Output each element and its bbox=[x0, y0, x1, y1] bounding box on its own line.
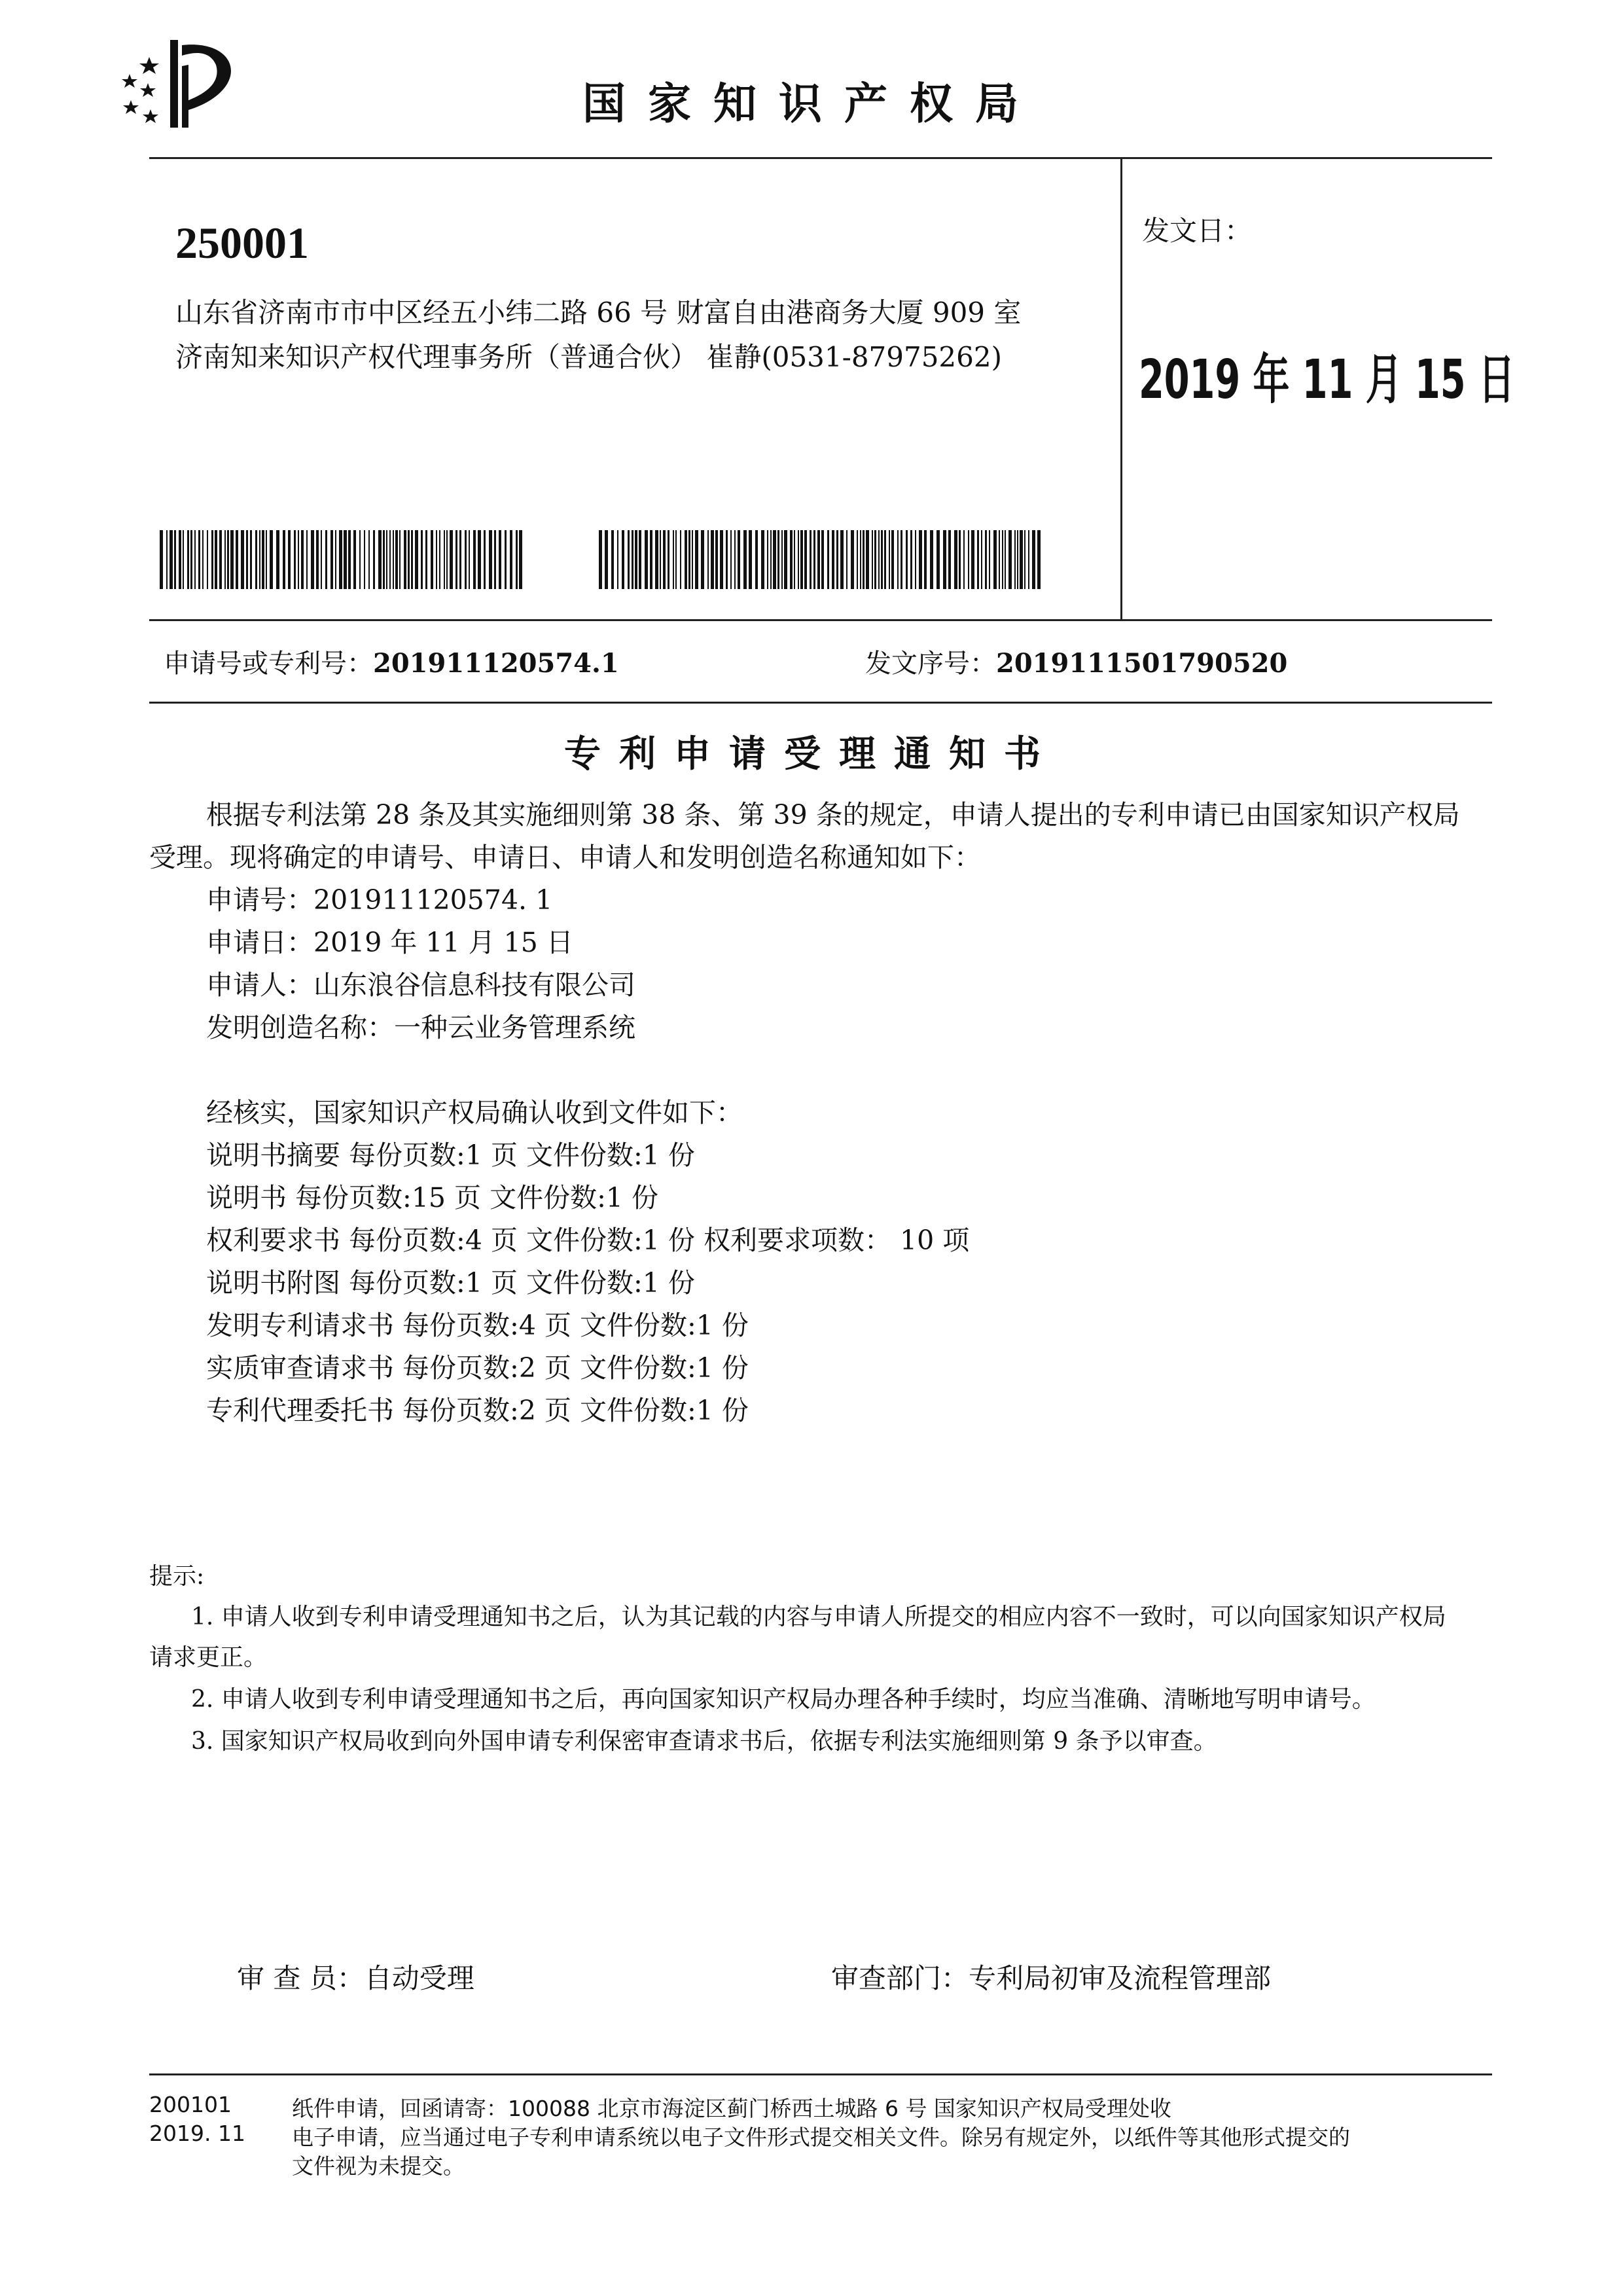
application-number-value: 201911120574.1 bbox=[373, 648, 619, 679]
filing-date: 申请日：2019 年 11 月 15 日 bbox=[206, 927, 573, 958]
notice-intro-line2: 受理。现将确定的申请号、申请日、申请人和发明创造名称通知如下： bbox=[149, 842, 981, 873]
issue-date: 2019 年 11 月 15 日 bbox=[1139, 349, 1515, 411]
ids-bottom-divider bbox=[149, 702, 1492, 704]
header-divider bbox=[149, 157, 1492, 159]
barcode-right bbox=[599, 530, 1041, 589]
document-item: 发明专利请求书 每份页数:4 页 文件份数:1 份 bbox=[206, 1310, 749, 1341]
electronic-filing-note-cont: 文件视为未提交。 bbox=[292, 2153, 465, 2179]
form-code: 200101 bbox=[149, 2092, 232, 2117]
serial-number-label: 发文序号： bbox=[865, 649, 996, 679]
application-number-field bbox=[164, 643, 619, 680]
application-number-label: 申请号或专利号： bbox=[164, 649, 373, 679]
serial-number-field bbox=[865, 643, 1287, 680]
barcode-left bbox=[160, 530, 523, 589]
applicant: 申请人：山东浪谷信息科技有限公司 bbox=[206, 969, 635, 1001]
agency-contact: 济南知来知识产权代理事务所（普通合伙） 崔静(0531-87975262) bbox=[175, 341, 1002, 373]
document-item: 实质审查请求书 每份页数:2 页 文件份数:1 份 bbox=[206, 1352, 749, 1384]
examining-department: 审查部门：专利局初审及流程管理部 bbox=[831, 1962, 1272, 1994]
examiner: 审 查 员：自动受理 bbox=[237, 1962, 474, 1994]
document-item: 说明书附图 每份页数:1 页 文件份数:1 份 bbox=[206, 1267, 695, 1299]
organization-title: 国家知识产权局 bbox=[582, 79, 1041, 129]
documents-intro: 经核实，国家知识产权局确认收到文件如下： bbox=[206, 1097, 743, 1128]
issue-date-divider bbox=[1120, 157, 1122, 620]
ids-top-divider bbox=[149, 619, 1492, 621]
form-date: 2019. 11 bbox=[149, 2121, 245, 2146]
notice-intro-line1: 根据专利法第 28 条及其实施细则第 38 条、第 39 条的规定，申请人提出的专利申请已由国家知识产权局 bbox=[206, 799, 1460, 831]
tip-item: 2. 申请人收到专利申请受理通知书之后，再向国家知识产权局办理各种手续时，均应当准确、清晰地写明申请号。 bbox=[191, 1686, 1376, 1713]
postcode: 250001 bbox=[175, 218, 309, 268]
footer-divider bbox=[149, 2073, 1492, 2075]
notice-title: 专利申请受理通知书 bbox=[564, 733, 1059, 776]
document-item: 说明书 每份页数:15 页 文件份数:1 份 bbox=[206, 1182, 659, 1213]
document-item: 说明书摘要 每份页数:1 页 文件份数:1 份 bbox=[206, 1139, 695, 1171]
document-item: 权利要求书 每份页数:4 页 文件份数:1 份 权利要求项数： 10 项 bbox=[206, 1225, 970, 1256]
tips-heading: 提示: bbox=[149, 1563, 205, 1590]
invention-title: 发明创造名称：一种云业务管理系统 bbox=[206, 1012, 635, 1043]
tip-item: 3. 国家知识产权局收到向外国申请专利保密审查请求书后，依据专利法实施细则第 9 条予以审查。 bbox=[191, 1728, 1217, 1755]
issue-date-label: 发文日： bbox=[1142, 215, 1253, 247]
electronic-filing-note: 电子申请，应当通过电子专利申请系统以电子文件形式提交相关文件。除另有规定外，以纸件等其他形式提交的 bbox=[292, 2125, 1350, 2150]
recipient-address: 山东省济南市市中区经五小纬二路 66 号 财富自由港商务大厦 909 室 bbox=[175, 296, 1022, 329]
tip-item: 请求更正。 bbox=[149, 1644, 268, 1671]
paper-filing-note: 纸件申请，回函请寄：100088 北京市海淀区蓟门桥西土城路 6 号 国家知识产权局受理处收 bbox=[292, 2096, 1171, 2121]
serial-number-value: 2019111501790520 bbox=[996, 648, 1288, 679]
application-number: 申请号：201911120574. 1 bbox=[206, 884, 553, 916]
tip-item: 1. 申请人收到专利申请受理通知书之后，认为其记载的内容与申请人所提交的相应内容不一致时，可以向国家知识产权局 bbox=[191, 1604, 1446, 1630]
document-item: 专利代理委托书 每份页数:2 页 文件份数:1 份 bbox=[206, 1395, 749, 1426]
